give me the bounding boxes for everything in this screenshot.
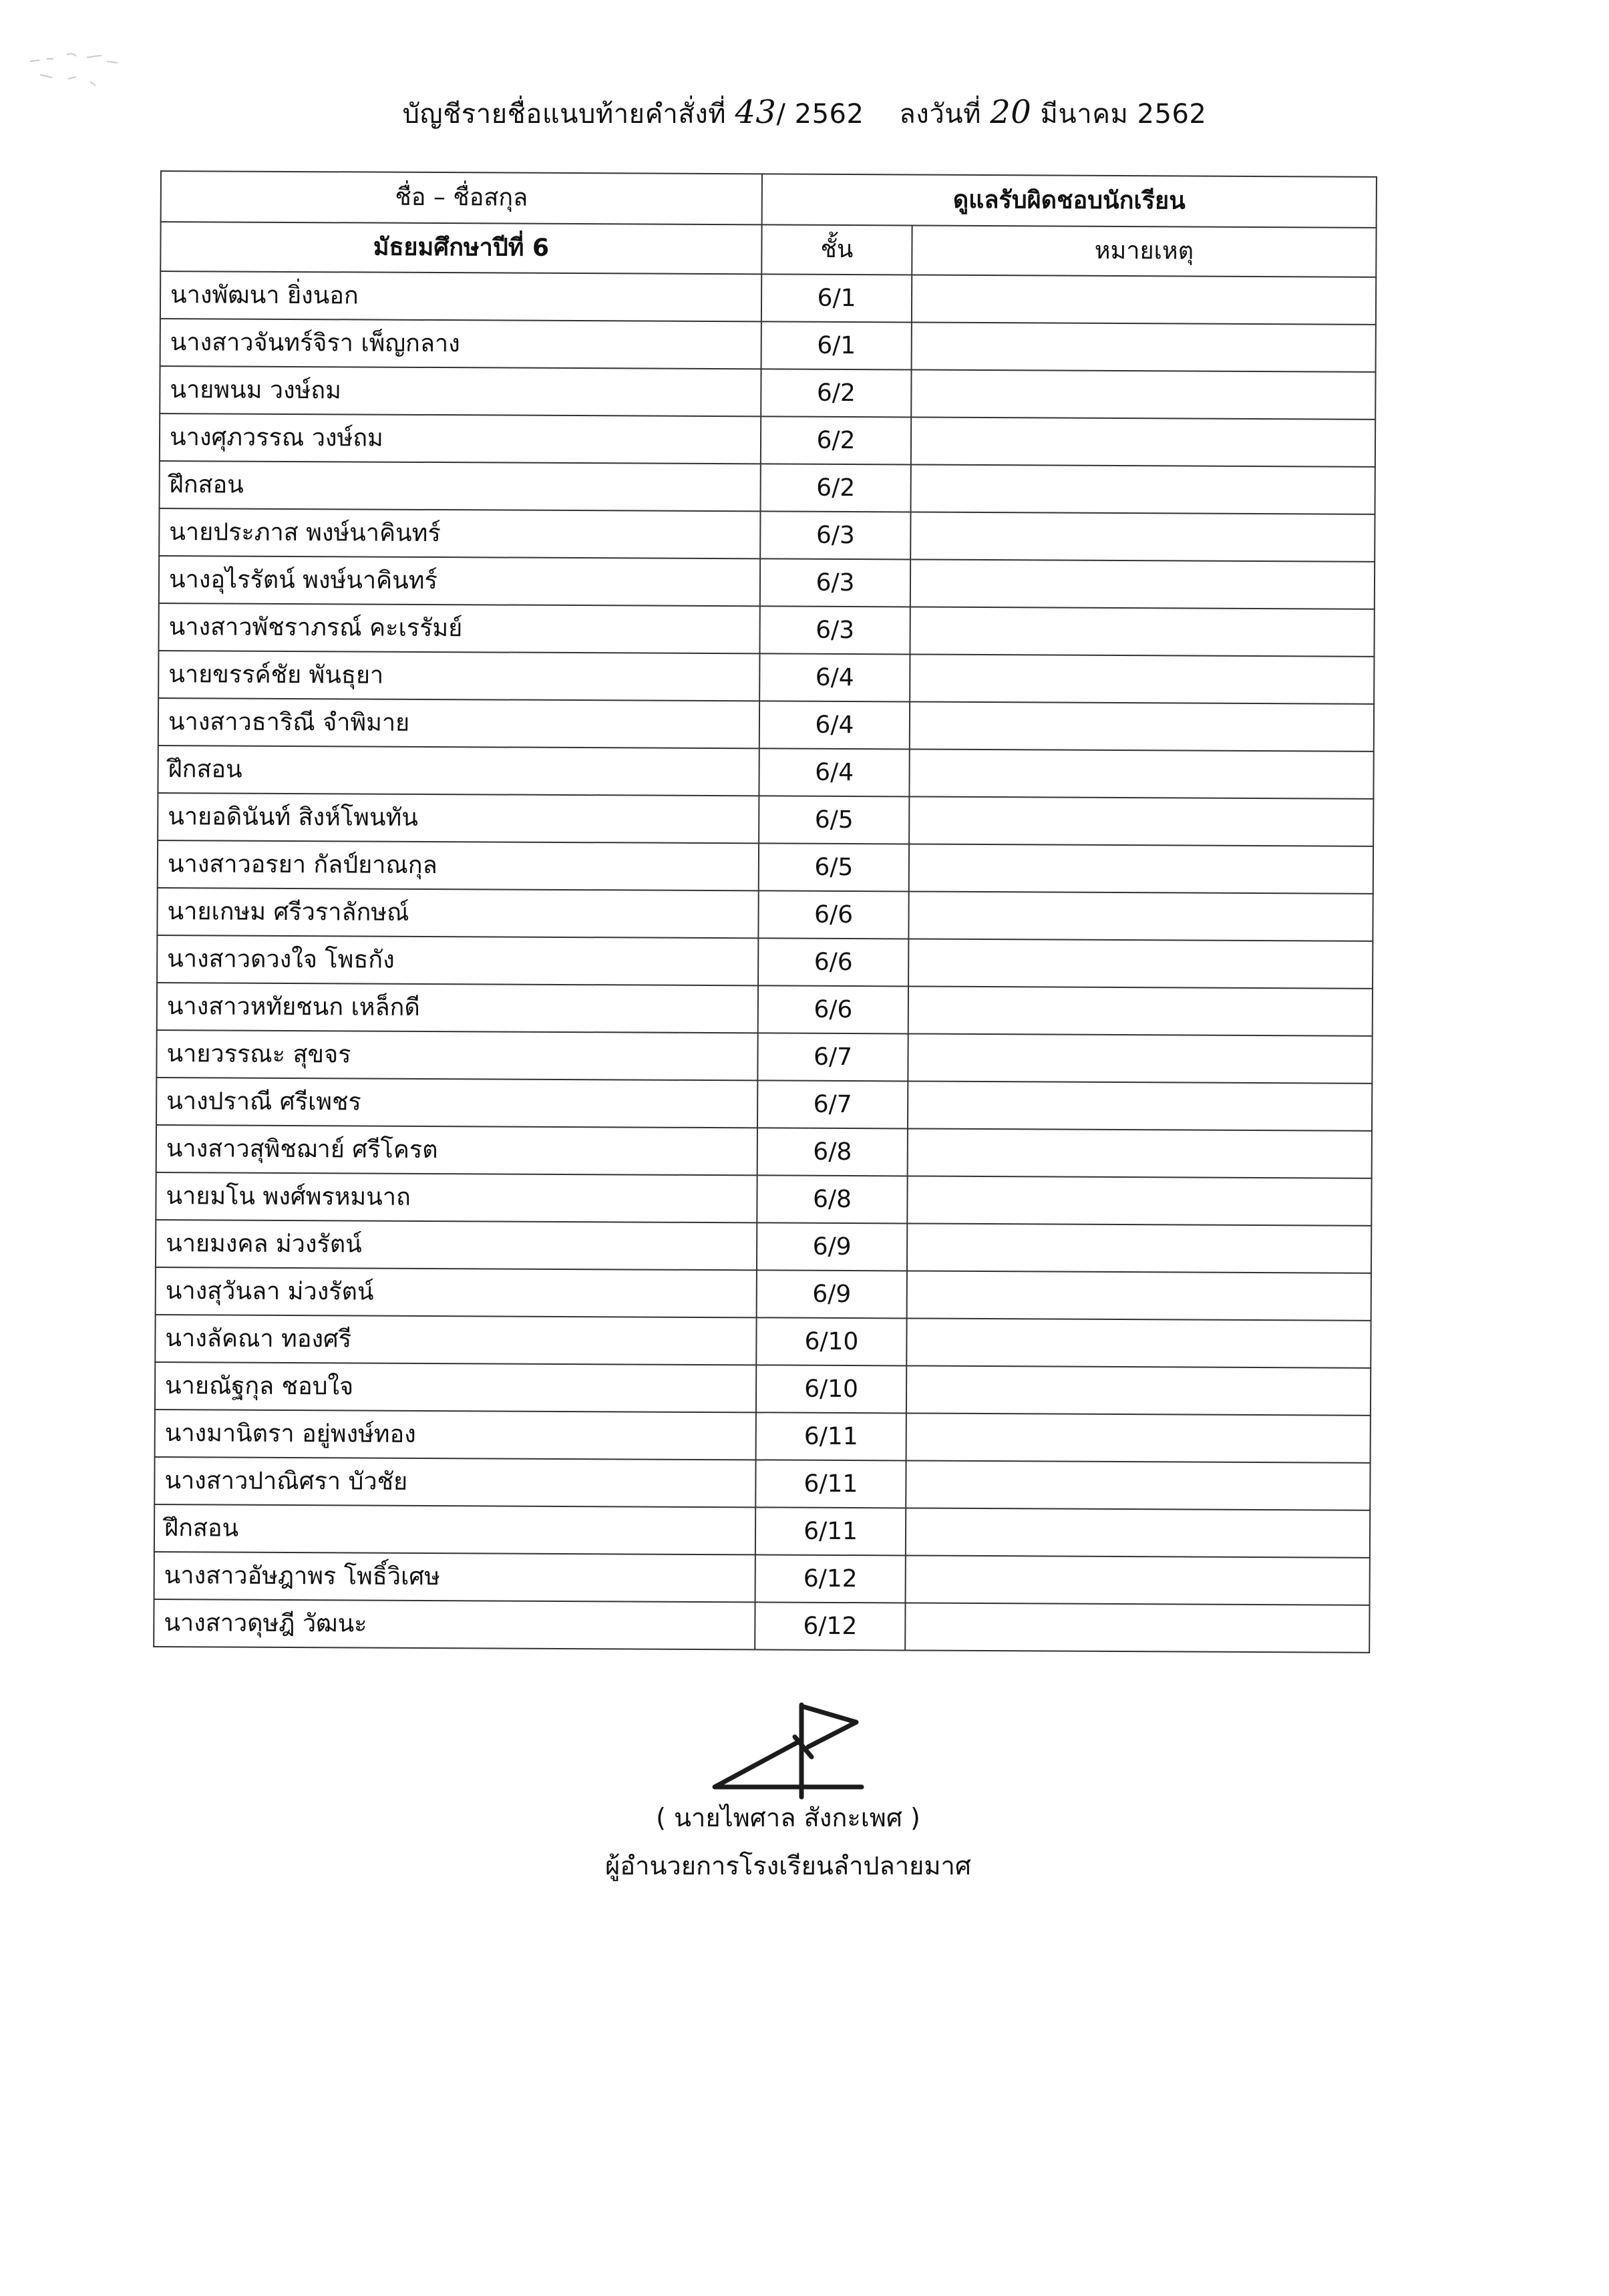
date-prefix: ลงวันที่ — [899, 99, 982, 130]
teacher-name-cell: นางมานิตรา อยู่พงษ์ทอง — [155, 1410, 756, 1460]
teacher-name-cell: นางสาวพัชราภรณ์ คะเรรัมย์ — [158, 603, 759, 653]
class-cell: 6/10 — [756, 1365, 906, 1413]
note-cell — [911, 417, 1375, 466]
note-cell — [912, 275, 1376, 325]
document-title — [0, 92, 1609, 135]
table-row — [160, 319, 1376, 372]
header-row-1 — [161, 171, 1377, 228]
teacher-name-cell: ฝึกสอน — [158, 746, 759, 796]
class-cell: 6/9 — [757, 1270, 907, 1318]
order-day: 20 — [990, 94, 1032, 131]
class-cell: 6/3 — [760, 511, 910, 559]
signer-name: ( นายไพศาล สังกะเพศ ) — [656, 1803, 920, 1832]
class-cell: 6/4 — [759, 748, 909, 796]
class-cell: 6/1 — [761, 274, 912, 322]
teacher-name-cell: นายวรรณะ สุขจร — [156, 1030, 757, 1080]
teacher-name-cell: นายขรรค์ชัย พันธุยา — [158, 651, 759, 701]
class-cell: 6/9 — [757, 1222, 907, 1271]
class-cell: 6/3 — [760, 558, 910, 607]
teacher-name-cell: นางสาวสุพิชฌาย์ ศรีโครต — [156, 1125, 757, 1175]
name-column-header: ชื่อ – ชื่อสกุล — [161, 171, 762, 224]
title-prefix: บัญชีรายชื่อแนบท้ายคำสั่งที่ — [402, 99, 727, 130]
teacher-name-cell: นางสาวหทัยชนก เหล็กดี — [157, 983, 758, 1033]
note-cell — [910, 512, 1375, 561]
class-cell: 6/5 — [759, 796, 909, 844]
table-row — [156, 1078, 1372, 1131]
note-cell — [906, 1508, 1370, 1557]
table-row — [154, 1552, 1370, 1605]
teacher-name-cell: ฝึกสอน — [154, 1504, 755, 1554]
class-cell: 6/6 — [758, 890, 908, 939]
table-row — [156, 1267, 1371, 1321]
note-cell — [911, 464, 1375, 514]
teacher-name-cell: นางสาวดุษฎี วัฒนะ — [154, 1599, 755, 1649]
note-cell — [909, 844, 1373, 893]
class-cell: 6/2 — [761, 464, 911, 512]
duty-column-header: ดูแลรับผิดชอบนักเรียน — [762, 174, 1377, 227]
table-row — [160, 414, 1375, 467]
teacher-name-cell: นายมงคล ม่วงรัตน์ — [156, 1220, 757, 1270]
teacher-name-cell: นางสุวันลา ม่วงรัตน์ — [156, 1267, 757, 1317]
roster-table — [153, 170, 1377, 1653]
table-row — [158, 840, 1373, 894]
note-cell — [907, 1176, 1371, 1225]
teacher-name-cell: นางลัคณา ทองศรี — [155, 1315, 756, 1365]
class-cell: 6/7 — [757, 1080, 908, 1128]
table-row — [158, 746, 1373, 799]
note-cell — [910, 701, 1374, 751]
table-row — [154, 1504, 1370, 1558]
table-row — [158, 793, 1373, 846]
class-cell: 6/11 — [756, 1412, 906, 1460]
class-cell: 6/4 — [759, 653, 910, 701]
table-row — [157, 888, 1373, 941]
teacher-name-cell: นางสาวอรยา กัลป์ยาณกุล — [158, 840, 759, 890]
note-cell — [907, 1271, 1371, 1320]
table-row — [157, 983, 1373, 1036]
teacher-name-cell: นางสาวธาริณี จำพิมาย — [158, 698, 759, 748]
note-column-header: หมายเหตุ — [912, 226, 1376, 277]
class-cell: 6/12 — [755, 1554, 906, 1603]
class-cell: 6/8 — [757, 1128, 908, 1176]
table-row — [156, 1125, 1372, 1178]
class-cell: 6/11 — [755, 1507, 906, 1555]
table-row — [160, 366, 1375, 420]
class-cell: 6/2 — [761, 416, 911, 464]
note-cell — [906, 1460, 1370, 1510]
teacher-name-cell: นางสาวดวงใจ โพธกัง — [157, 935, 758, 985]
teacher-name-cell: นางสาวอัษฎาพร โพธิ์วิเศษ — [154, 1552, 755, 1602]
note-cell — [912, 323, 1376, 372]
teacher-name-cell: นางพัฒนา ยิ่งนอก — [160, 271, 761, 321]
teacher-name-cell: นางศุภวรรณ วงษ์ถม — [160, 414, 761, 464]
note-cell — [905, 1603, 1369, 1652]
teacher-name-cell: นายพนม วงษ์ถม — [160, 366, 761, 416]
teacher-name-cell: นางปราณี ศรีเพชร — [156, 1078, 757, 1128]
table-row — [159, 508, 1375, 562]
teacher-name-cell: นางสาวจันทร์จิรา เพ็ญกลาง — [160, 319, 761, 369]
teacher-name-cell: นางอุไรรัตน์ พงษ์นาคินทร์ — [159, 556, 760, 606]
note-cell — [908, 891, 1373, 941]
note-cell — [910, 559, 1375, 609]
teacher-name-cell: นายณัฐกุล ชอบใจ — [155, 1362, 756, 1412]
month-year: มีนาคม 2562 — [1040, 99, 1207, 130]
table-row — [155, 1410, 1371, 1463]
note-cell — [909, 749, 1373, 798]
table-row — [158, 698, 1374, 752]
table-row — [155, 1362, 1371, 1416]
class-column-header: ชั้น — [761, 224, 912, 275]
note-cell — [910, 607, 1374, 656]
note-cell — [908, 939, 1373, 988]
teacher-name-cell: นายอดินันท์ สิงห์โพนทัน — [158, 793, 759, 843]
table-row — [158, 603, 1374, 657]
class-cell: 6/5 — [759, 843, 909, 891]
class-cell: 6/8 — [757, 1175, 907, 1223]
class-cell: 6/7 — [757, 1033, 908, 1081]
table-row — [156, 1030, 1372, 1084]
note-cell — [908, 1033, 1372, 1083]
note-cell — [910, 654, 1374, 703]
note-cell — [911, 369, 1375, 419]
note-cell — [909, 796, 1373, 846]
note-cell — [906, 1555, 1370, 1605]
signer-title: ผู้อำนวยการโรงเรียนลำปลายมาศ — [605, 1851, 971, 1880]
class-cell: 6/10 — [756, 1317, 906, 1365]
table-row — [154, 1457, 1370, 1510]
table-row — [157, 935, 1373, 989]
note-cell — [906, 1413, 1371, 1462]
order-number: 43 — [735, 94, 777, 131]
class-cell: 6/1 — [761, 321, 912, 369]
table-row — [155, 1315, 1371, 1368]
table-row — [158, 651, 1374, 704]
note-cell — [907, 1223, 1371, 1273]
note-cell — [908, 1081, 1372, 1130]
teacher-name-cell: นายประภาส พงษ์นาคินทร์ — [159, 508, 760, 558]
table-row — [160, 271, 1376, 325]
note-cell — [908, 1128, 1372, 1178]
table-row — [154, 1599, 1369, 1653]
class-cell: 6/3 — [759, 606, 910, 654]
note-cell — [906, 1318, 1371, 1367]
teacher-name-cell: ฝึกสอน — [160, 461, 761, 511]
table-row — [156, 1172, 1371, 1226]
note-cell — [908, 986, 1373, 1035]
class-cell: 6/6 — [758, 938, 908, 986]
header-row-2 — [160, 222, 1376, 277]
class-cell: 6/11 — [755, 1460, 906, 1508]
signature-mark — [701, 1697, 875, 1810]
teacher-name-cell: นายเกษม ศรีวราลักษณ์ — [157, 888, 758, 938]
teacher-name-cell: นางสาวปาณิศรา บัวชัย — [154, 1457, 755, 1507]
grade-label: มัธยมศึกษาปีที่ 6 — [160, 222, 761, 274]
roster-body — [154, 271, 1376, 1653]
table-row — [159, 556, 1375, 609]
class-cell: 6/2 — [761, 369, 911, 417]
teacher-name-cell: นายมโน พงศ์พรหมนาถ — [156, 1172, 757, 1222]
table-row — [156, 1220, 1371, 1273]
table-row — [160, 461, 1375, 514]
note-cell — [906, 1365, 1371, 1415]
class-cell: 6/6 — [758, 985, 908, 1033]
title-year: / 2562 — [776, 99, 864, 130]
class-cell: 6/4 — [759, 701, 910, 749]
class-cell: 6/12 — [755, 1602, 905, 1650]
